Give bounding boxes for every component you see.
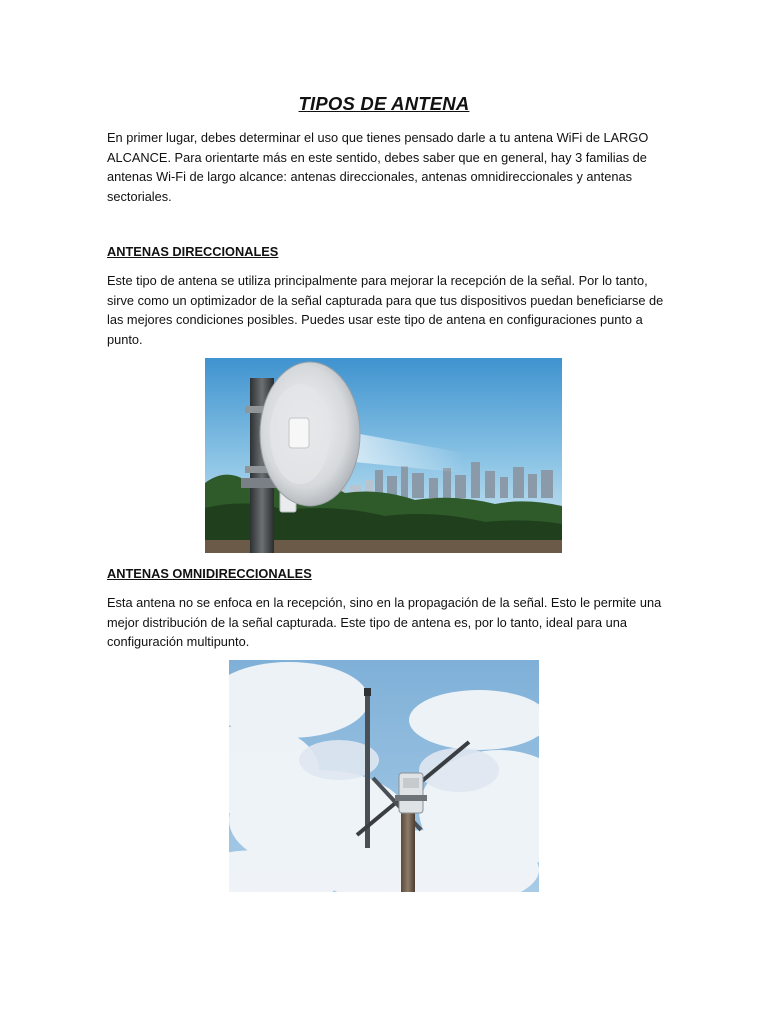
paragraph-directional-antennas: Este tipo de antena se utiliza principalmente para mejorar la recepción de la señal. Por lo tanto, sirve como un optimizador de la señal capturada para que tus dispositivos puedan beneficiarse de las mejores condiciones posibles. Puedes usar este tipo de antena en configuraciones punto a punto.: [107, 273, 664, 347]
heading-directional-antennas: ANTENAS DIRECCIONALES: [107, 244, 279, 259]
document-title: TIPOS DE ANTENA: [298, 93, 470, 114]
directional-antenna-photo: [205, 358, 562, 553]
heading-omnidirectional-antennas: ANTENAS OMNIDIRECCIONALES: [107, 566, 312, 581]
omnidirectional-antenna-photo: [229, 660, 539, 892]
paragraph-omnidirectional-antennas: Esta antena no se enfoca en la recepción, sino en la propagación de la señal. Esto le permite una mejor distribución de la señal capturada. Este tipo de antena es, por lo tanto, ideal para una configuración multipunto.: [107, 595, 662, 649]
intro-paragraph: En primer lugar, debes determinar el uso que tienes pensado darle a tu antena WiFi de LARGO ALCANCE. Para orientarte más en este sentido, debes saber que en general, hay 3 familias de antenas Wi-Fi de largo alcance: antenas direccionales, antenas omnidireccionales y antenas sectoriales.: [107, 130, 649, 204]
